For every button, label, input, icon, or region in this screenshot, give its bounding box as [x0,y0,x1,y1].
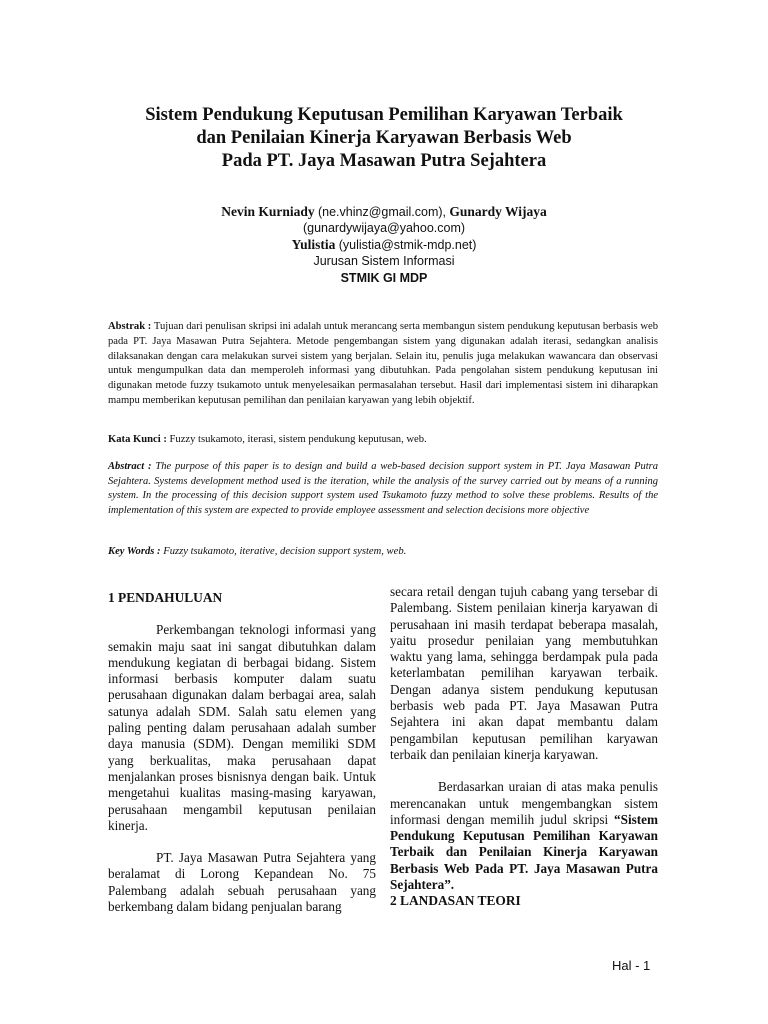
authors-line-3 [60,237,708,253]
author-2-name: Gunardy Wijaya [449,204,547,219]
section-1-paragraph-1: Perkembangan teknologi informasi yang semakin maju saat ini sangat dibutuhkan dalam mendukung kegiatan di berbagai bidang. Sistem informasi berbasis komputer dalam suatu perusahaan digunakan dalam berbagai area, salah satunya adalah SDM. Salah satu elemen yang paling penting dalam perusahaan adalah sumber daya manusia (SDM). Dengan memiliki SDM yang berkualitas, maka perusahaan dapat menjalankan proses bisnisnya dengan baik. Untuk mengetahui kualitas masing-masing karyawan, perusahaan mengambil keputusan penilaian kinerja. [108,622,376,833]
abstrak-label: Abstrak : [108,321,152,332]
institution: STMIK GI MDP [340,270,428,285]
kata-kunci-text: Fuzzy tsukamoto, iterasi, sistem pendukung keputusan, web. [169,434,427,445]
abstract-text: The purpose of this paper is to design and build a web-based decision support system in PT. Jaya Masawan Putra Sejahtera. Systems development method used is the iteration, while the analysis of the survey carried out by means of a running system. In the processing of this decision support system used Tsukamoto fuzzy method to solve these problems. Results of the implementation of this system are expected to provide employee assessment and selection decisions more objective [108,461,658,516]
key-words-label: Key Words : [108,546,161,557]
abstract-label: Abstract : [108,461,152,472]
section-1-heading: 1 PENDAHULUAN [108,590,223,605]
paragraph-3-intro: Berdasarkan uraian di atas maka penulis merencanakan untuk mengembangkan sistem informasi dengan memilih judul skripsi [390,779,658,827]
key-words-text: Fuzzy tsukamoto, iterative, decision support system, web. [163,546,407,557]
title-line-3: Pada PT. Jaya Masawan Putra Sejahtera [221,151,547,171]
section-1-paragraph-2-continued: secara retail dengan tujuh cabang yang tersebar di Palembang. Sistem penilaian kinerja karyawan di perusahaan ini masih terdapat beberapa masalah, yaitu prosedur penilaian yang membutuhkan waktu yang lama, sehingga berdampak pula pada keterlambatan pemilihan karyawan terbaik. Dengan adanya sistem pendukung keputusan berbasis web pada PT. Jaya Masawan Putra Sejahtera ini akan dapat membantu dalam pengambilan keputusan pemilihan karyawan terbaik dan penilaian kinerja karyawan. [390,584,658,762]
right-column [390,584,658,910]
section-1-paragraph-3 [390,779,658,893]
kata-kunci-block [108,433,658,448]
section-1-paragraph-2: PT. Jaya Masawan Putra Sejahtera yang beralamat di Lorong Kepandean No. 75 Palembang adalah sebuah perusahaan yang berkembang dalam bidang penjualan barang [108,850,376,915]
author-1-email: (ne.vhinz@gmail.com), [317,205,446,219]
left-column [108,590,376,915]
author-block [60,204,708,286]
department: Jurusan Sistem Informasi [313,254,455,269]
kata-kunci-label: Kata Kunci : [108,434,167,445]
abstract-block [108,460,658,518]
author-3-email: (yulistia@stmik-mdp.net) [338,237,477,252]
abstrak-block [108,320,658,409]
authors-line-1 [60,204,708,220]
title-line-2: dan Penilaian Kinerja Karyawan Berbasis Web [196,128,572,148]
key-words-block [108,545,658,560]
abstrak-text: Tujuan dari penulisan skripsi ini adalah untuk merancang serta membangun sistem pendukung keputusan berbasis web pada PT. Jaya Masawan Putra Sejahtera. Metode pengembangan sistem yang digunakan adalah iterasi, sedangkan analisis dilaksanakan dengan cara melakukan survei sistem yang berjalan. Selain itu, penulis juga melakukan wawancara dan observasi untuk mengumpulkan data dan memperoleh informasi yang dibutuhkan. Pada pengolahan sistem pendukung keputusan ini digunakan metode fuzzy tsukamoto untuk menyelesaikan permasalahan tersebut. Hasil dari implementasi sistem ini diharapkan mampu memberikan keputusan pemilihan dan penilaian karyawan yang lebih objektif. [108,321,659,406]
paper-title [60,104,708,173]
author-2-email: (gunardywijaya@yahoo.com) [302,221,466,236]
paragraph-3-thesis-title: “Sistem Pendukung Keputusan Pemilihan Karyawan Terbaik dan Penilaian Kinerja Karyawan Berbasis Web Pada PT. Jaya Masawan Putra Sejahtera”. [390,811,659,893]
section-2-heading: 2 LANDASAN TEORI [390,893,521,909]
page-number: Hal - 1 [612,958,651,973]
author-3-name: Yulistia [291,236,336,252]
title-line-1: Sistem Pendukung Keputusan Pemilihan Karyawan Terbaik [145,105,623,125]
author-1-name: Nevin Kurniady [221,204,315,219]
